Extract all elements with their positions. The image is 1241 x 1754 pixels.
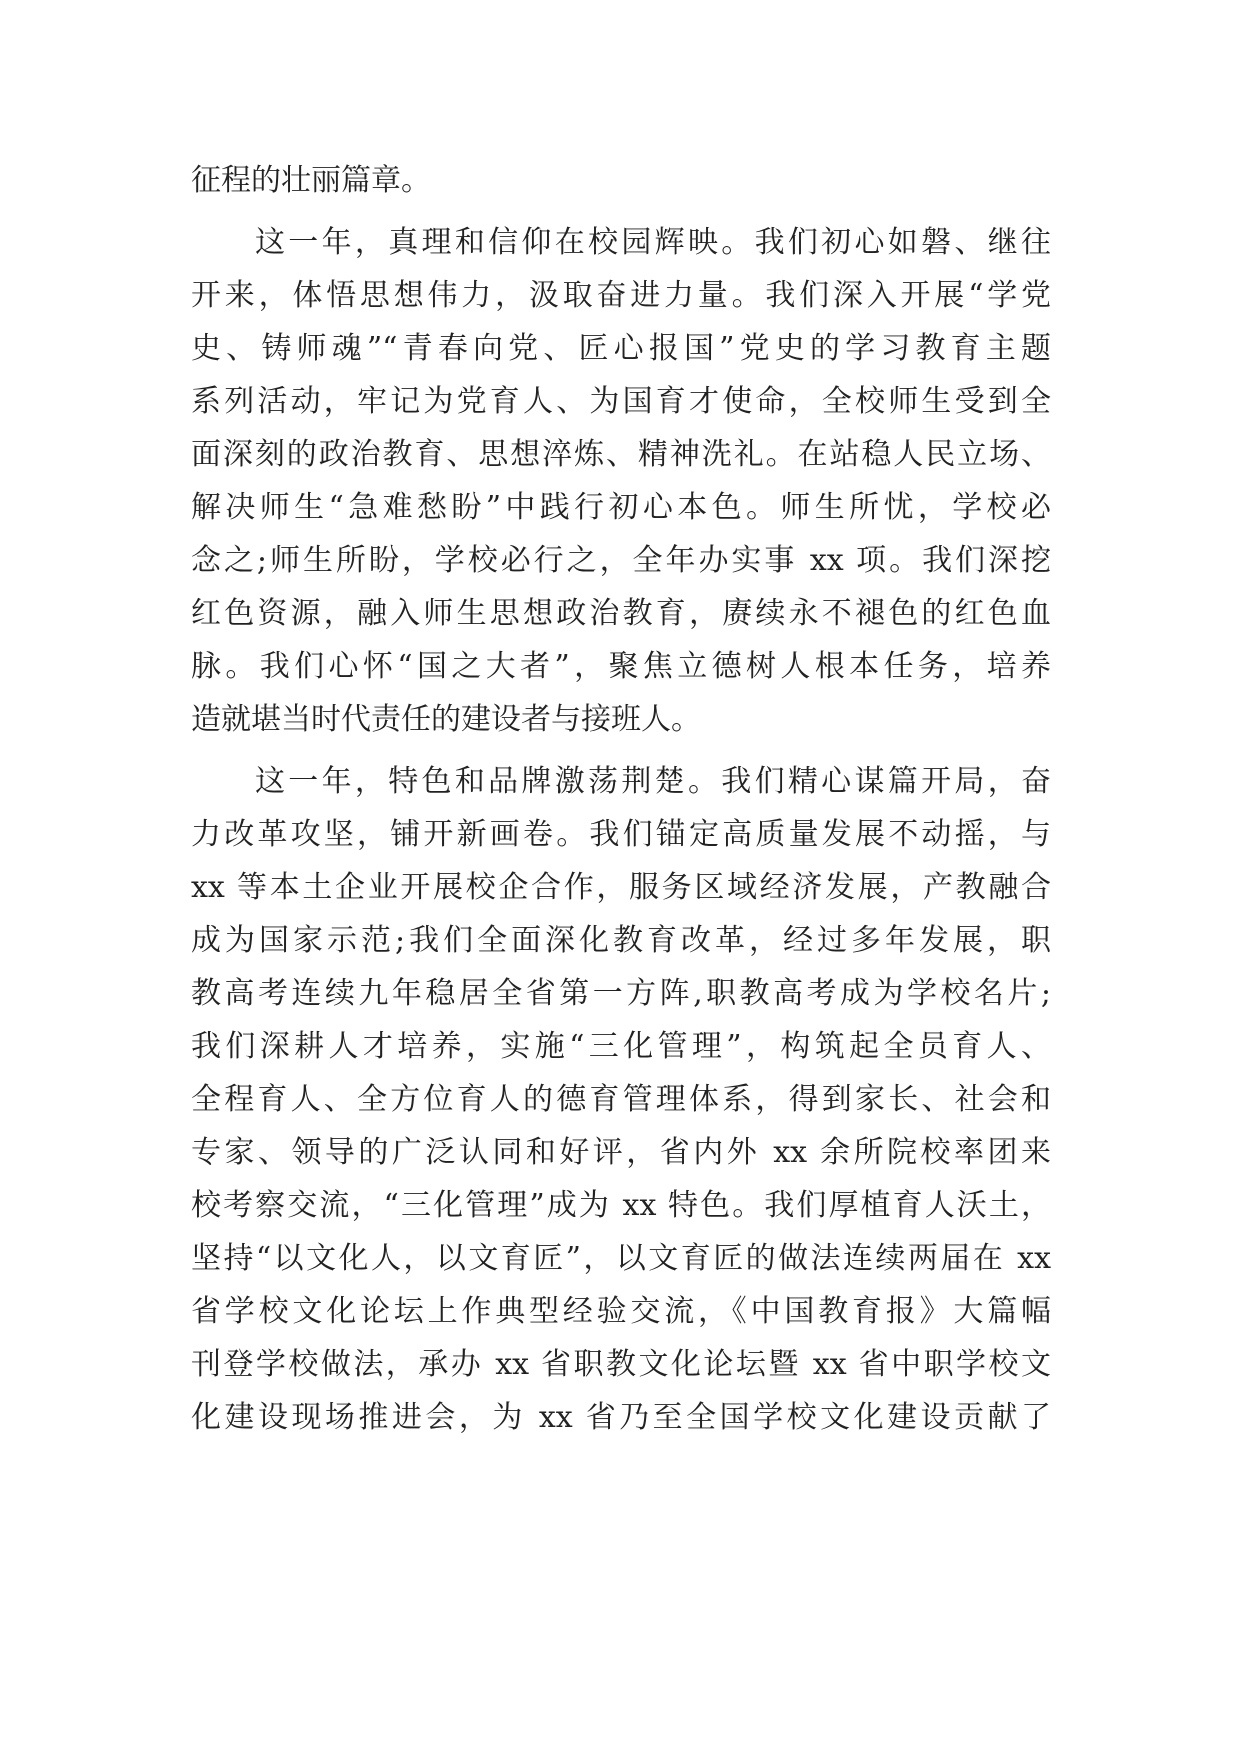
paragraph (191, 216, 1051, 746)
text-line: 念之;师生所盼，学校必行之，全年办实事 xx 项。我们深挖 (191, 543, 1051, 578)
text-line: 解决师生“急难愁盼”中践行初心本色。师生所忧，学校必 (191, 490, 1051, 525)
text-line: 系列活动，牢记为党育人、为国育才使命，全校师生受到全 (191, 384, 1051, 419)
text-line: 脉。我们心怀“国之大者”，聚焦立德树人根本任务，培养 (191, 649, 1051, 684)
text-line: xx 等本土企业开展校企合作，服务区域经济发展，产教融合 (191, 870, 1051, 905)
paragraph (191, 154, 1051, 207)
text-line: 开来，体悟思想伟力，汲取奋进力量。我们深入开展“学党 (191, 278, 1051, 313)
text-line: 专家、领导的广泛认同和好评，省内外 xx 余所院校率团来 (191, 1135, 1051, 1170)
text-line: 校考察交流，“三化管理”成为 xx 特色。我们厚植育人沃土， (191, 1188, 1051, 1223)
text-line: 这一年，特色和品牌激荡荆楚。我们精心谋篇开局，奋 (255, 764, 1051, 799)
text-line: 造就堪当时代责任的建设者与接班人。 (191, 702, 701, 737)
text-line: 坚持“以文化人，以文育匠”，以文育匠的做法连续两届在 xx (191, 1241, 1051, 1276)
text-line: 这一年，真理和信仰在校园辉映。我们初心如磐、继往 (255, 225, 1051, 260)
document-body (191, 154, 1051, 1444)
text-line: 红色资源，融入师生思想政治教育，赓续永不褪色的红色血 (191, 596, 1051, 631)
text-line: 省学校文化论坛上作典型经验交流，《中国教育报》大篇幅 (191, 1294, 1051, 1329)
text-line: 面深刻的政治教育、思想淬炼、精神洗礼。在站稳人民立场、 (191, 437, 1051, 472)
text-line: 化建设现场推进会，为 xx 省乃至全国学校文化建设贡献了 (191, 1400, 1051, 1435)
text-line: 史、铸师魂”“青春向党、匠心报国”党史的学习教育主题 (191, 331, 1051, 366)
text-line: 教高考连续九年稳居全省第一方阵,职教高考成为学校名片; (191, 976, 1051, 1011)
text-line: 征程的壮丽篇章。 (191, 163, 431, 198)
text-line: 我们深耕人才培养，实施“三化管理”，构筑起全员育人、 (191, 1029, 1051, 1064)
text-line: 刊登学校做法，承办 xx 省职教文化论坛暨 xx 省中职学校文 (191, 1347, 1051, 1382)
text-line: 全程育人、全方位育人的德育管理体系，得到家长、社会和 (191, 1082, 1051, 1117)
text-line: 成为国家示范;我们全面深化教育改革，经过多年发展，职 (191, 923, 1051, 958)
text-line: 力改革攻坚，铺开新画卷。我们锚定高质量发展不动摇，与 (191, 817, 1051, 852)
paragraph (191, 755, 1051, 1444)
